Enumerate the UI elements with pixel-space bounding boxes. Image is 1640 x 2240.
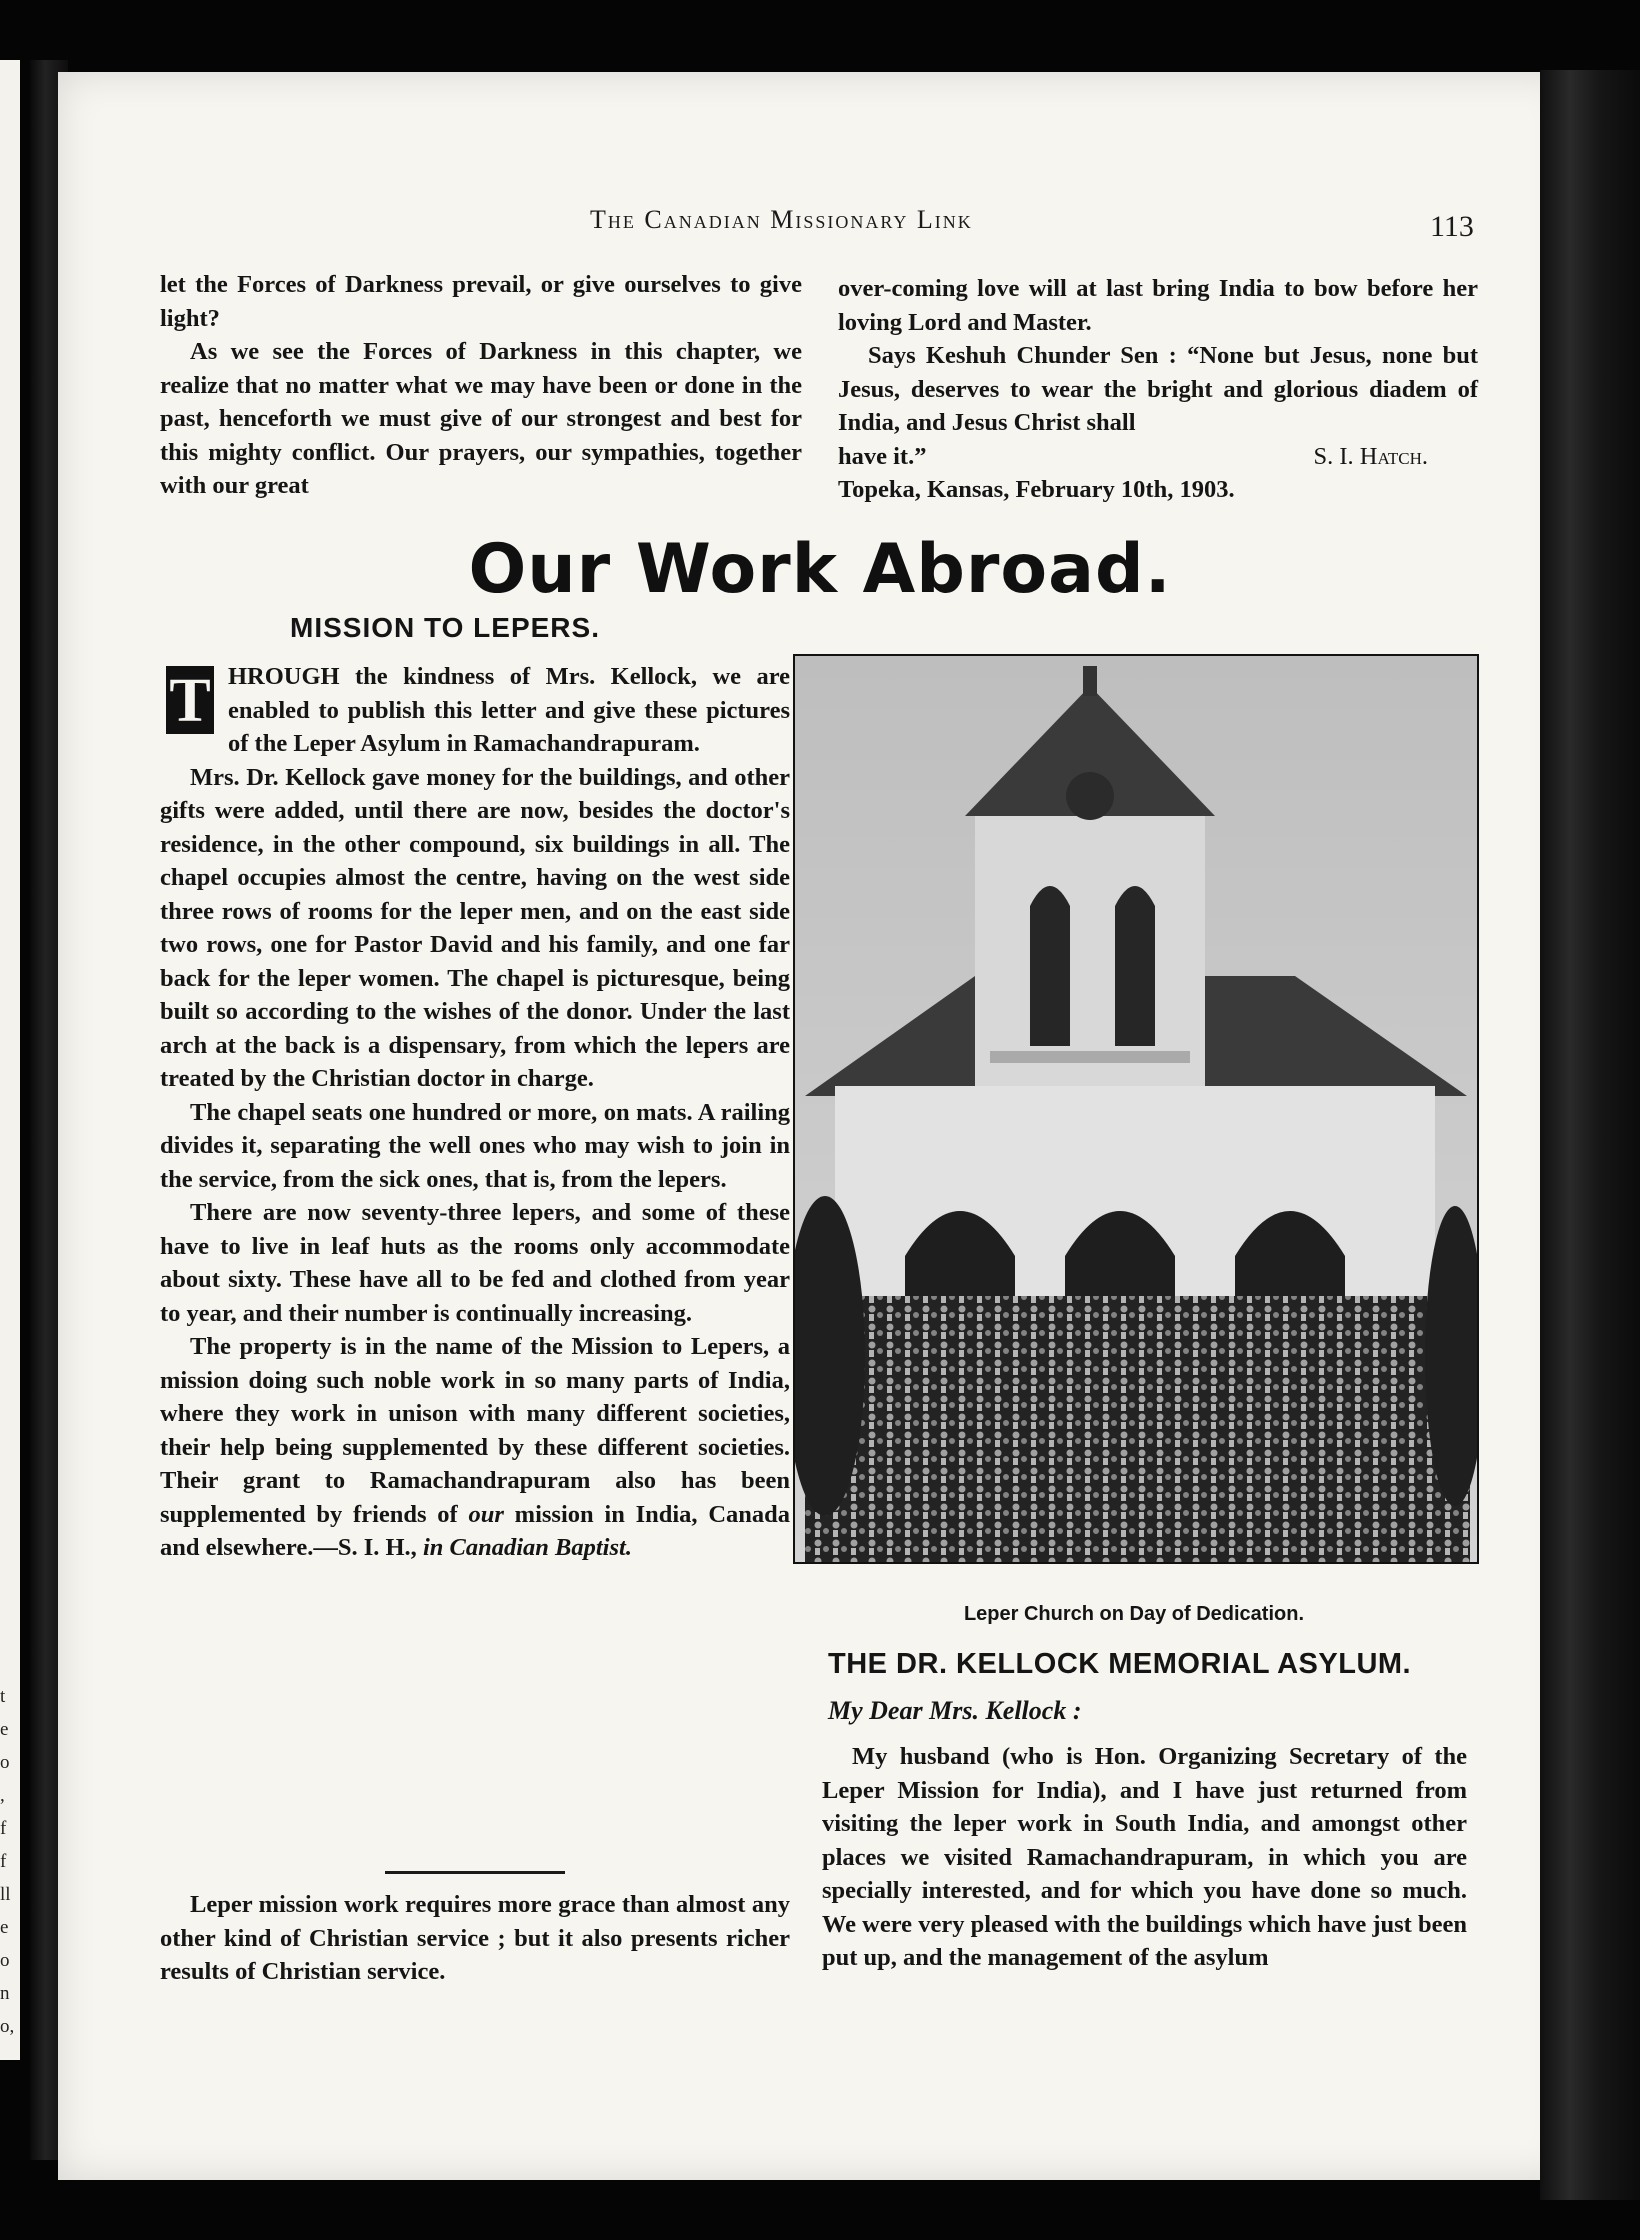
edge-letter: , <box>0 1785 5 1806</box>
first-paragraph-text: HROUGH the kindness of Mrs. Kellock, we are enabled to publish this letter and give these pictures of the Leper Asylum in Ramachandrapuram. <box>228 663 790 757</box>
edge-letter: o <box>0 1950 10 1971</box>
paragraph: let the Forces of Darkness prevail, or give ourselves to give light? <box>160 271 802 332</box>
edge-letter: f <box>0 1851 7 1872</box>
paragraph: Says Keshuh Chunder Sen : “None but Jesus, none but Jesus, deserves to wear the bright and glorious diadem of India, and Jesus Christ shall <box>838 342 1478 436</box>
signature: S. I. Hatch. <box>1313 442 1428 470</box>
edge-letter: t <box>0 1686 6 1707</box>
source-citation: in Canadian Baptist. <box>422 1534 632 1561</box>
letter-salutation: My Dear Mrs. Kellock : <box>828 1696 1082 1725</box>
paragraph-text: mission in India, Canada and elsewhere.—S. I. H., <box>160 1500 791 1561</box>
edge-letter: n <box>0 1983 10 2004</box>
edge-letter: e <box>0 1917 9 1938</box>
closing-note <box>160 1888 790 1989</box>
running-head: The Canadian Missionary Link <box>590 205 973 234</box>
paragraph: Leper mission work requires more grace than almost any other kind of Christian service ; but it also presents richer results of Christian service. <box>160 1891 790 1985</box>
paragraph <box>160 1330 790 1565</box>
paragraph: There are now seventy-three lepers, and some of these have to live in leaf huts as the rooms only accommodate about sixty. These have all to be fed and clothed from year to year, and their number is continually increasing. <box>160 1199 790 1327</box>
page-stack-edge <box>1540 70 1640 2200</box>
signature-line <box>838 440 1478 474</box>
paragraph: My husband (who is Hon. Organizing Secretary of the Leper Mission for India), and I have just returned from visiting the leper work in South India, and amongst other places we visited Ramachandrapuram, in which you are specially interested, and for which you have done so much. We were very pleased with the buildings which have just been put up, and the management of the asylum <box>822 1743 1467 1971</box>
article-body <box>160 660 790 1565</box>
paragraph: Mrs. Dr. Kellock gave money for the buildings, and other gifts were added, until there are now, besides the doctor's residence, in the other compound, six buildings in all. The chapel occupies almost the centre, having on the west side three rows of rooms for the leper men, and on the east side two rows, one for Pastor David and his family, and one far back for the leper women. The chapel is picturesque, being built so according to the wishes of the donor. Under the last arch at the back is a dispensary, from which the lepers are treated by the Christian doctor in charge. <box>160 763 790 1092</box>
paragraph-text: The property is in the name of the Mission to Lepers, a mission doing such noble work in so many parts of India, where they work in unison with many different societies, their help being supplemented by these different societies. Their grant to Ramachandrapuram also has been supplemented by friends of <box>160 1333 790 1528</box>
adjacent-page-letters <box>0 1680 20 2043</box>
paragraph: As we see the Forces of Darkness in this chapter, we realize that no matter what we may have been or done in the past, henceforth we must give of our strongest and best for this mighty conflict. Our prayers, our sympathies, together with our great <box>160 338 802 499</box>
letter-body <box>822 1740 1467 1975</box>
edge-letter: e <box>0 1719 9 1740</box>
edge-letter: ll <box>0 1884 11 1905</box>
divider-rule <box>385 1871 565 1874</box>
closing-words: have it.” <box>838 442 927 470</box>
page-number: 113 <box>1430 210 1474 243</box>
church-photograph <box>793 654 1479 1564</box>
article-heading: MISSION TO LEPERS. <box>290 612 600 643</box>
paragraph: The chapel seats one hundred or more, on mats. A railing divides it, separating the well ones who may wish to join in the service, from the sick ones, that is, from the lepers. <box>160 1098 790 1193</box>
paragraph: over-coming love will at last bring India to bow before her loving Lord and Master. <box>838 275 1478 336</box>
edge-letter: f <box>0 1818 7 1839</box>
photo-caption: Leper Church on Day of Dedication. <box>963 1603 1305 1625</box>
section-title: Our Work Abroad. <box>468 530 1172 609</box>
dateline: Topeka, Kansas, February 10th, 1903. <box>838 476 1235 503</box>
edge-letter: o <box>0 1752 10 1773</box>
edge-letter: o, <box>0 2016 15 2037</box>
first-paragraph <box>160 660 790 761</box>
letter-heading: THE DR. KELLOCK MEMORIAL ASYLUM. <box>828 1648 1412 1680</box>
emphasis: our <box>468 1500 504 1528</box>
drop-cap: T <box>166 666 214 734</box>
church-photo-illustration <box>795 656 1477 1562</box>
top-right-column <box>838 272 1478 507</box>
top-left-column <box>160 268 802 503</box>
adjacent-page-edge <box>0 60 20 2060</box>
